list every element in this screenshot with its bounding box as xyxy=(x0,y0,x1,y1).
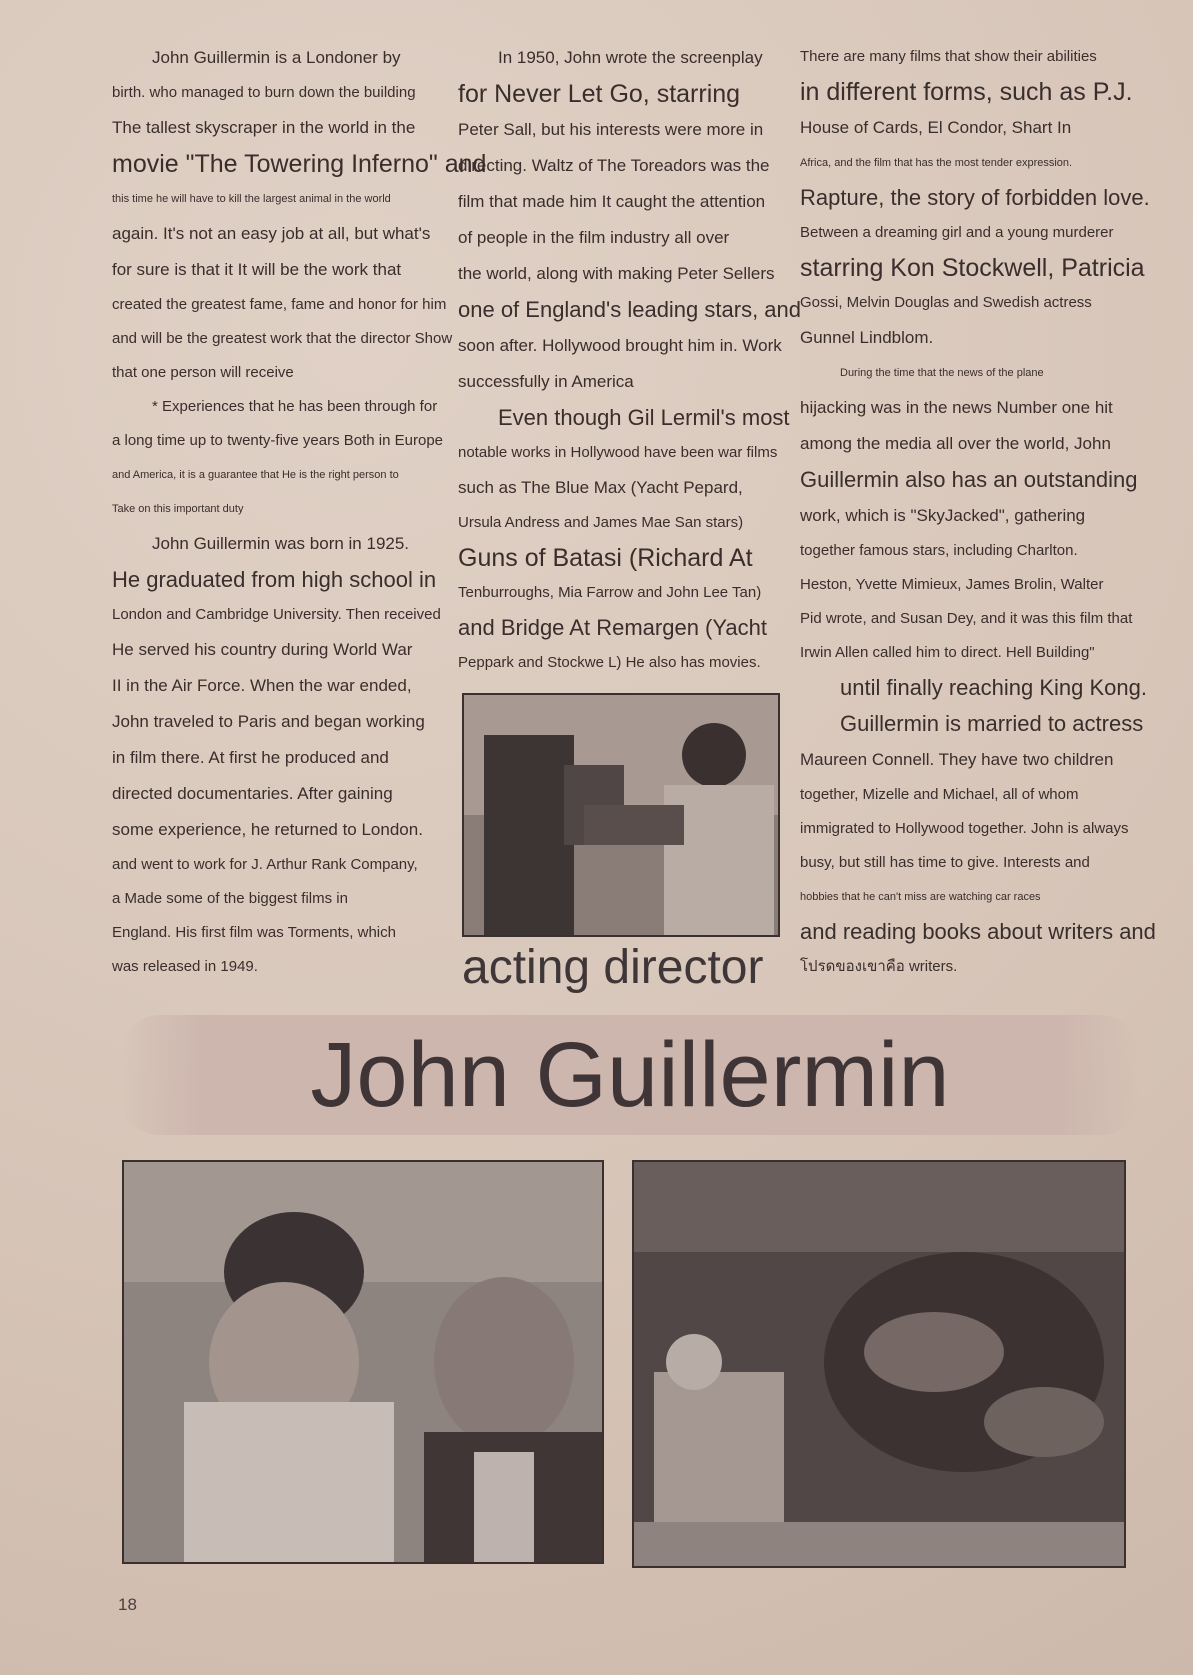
photo-caption: acting director xyxy=(462,941,764,994)
text-line: Africa, and the film that has the most tender expression. xyxy=(800,157,1073,169)
text-line: busy, but still has time to give. Interests and xyxy=(800,854,1090,871)
text-line: for sure is that it It will be the work that xyxy=(112,260,402,279)
text-line: He graduated from high school in xyxy=(112,567,437,592)
text-line: one of England's leading stars, and xyxy=(458,297,801,322)
text-line: Rapture, the story of forbidden love. xyxy=(800,185,1150,210)
text-line: notable works in Hollywood have been war films xyxy=(458,444,778,461)
text-line: successfully in America xyxy=(458,372,634,391)
text-line: movie "The Towering Inferno" and xyxy=(112,150,487,178)
text-line: Guns of Batasi (Richard At xyxy=(458,544,753,572)
text-line: and went to work for J. Arthur Rank Company, xyxy=(112,856,418,873)
text-line: in film there. At first he produced and xyxy=(112,748,389,767)
text-line: a long time up to twenty-five years Both in Europe xyxy=(112,432,444,449)
text-line: that one person will receive xyxy=(112,364,294,381)
text-line: and Bridge At Remargen (Yacht xyxy=(458,615,767,640)
text-line: Tenburroughs, Mia Farrow and John Lee Tan) xyxy=(458,584,762,601)
text-line: was released in 1949. xyxy=(112,958,258,975)
text-line: and reading books about writers and xyxy=(800,919,1156,944)
text-line: this time he will have to kill the largest animal in the world xyxy=(112,193,391,205)
text-line: for Never Let Go, starring xyxy=(458,80,741,108)
text-line: Ursula Andress and James Mae San stars) xyxy=(458,514,744,531)
text-line: Gunnel Lindblom. xyxy=(800,328,934,347)
text-line: House of Cards, El Condor, Shart In xyxy=(800,118,1072,137)
photo-director-camera xyxy=(462,693,780,937)
text-line: London and Cambridge University. Then received xyxy=(112,606,441,623)
text-line: immigrated to Hollywood together. John is always xyxy=(800,820,1129,837)
column-1 xyxy=(112,40,487,984)
text-line: John Guillermin was born in 1925. xyxy=(152,534,410,553)
page-number: 18 xyxy=(118,1595,137,1614)
text-line: * Experiences that he has been through for xyxy=(152,398,438,415)
text-line: John traveled to Paris and began working xyxy=(112,712,425,731)
text-line: directed documentaries. After gaining xyxy=(112,784,393,803)
text-line: until finally reaching King Kong. xyxy=(840,675,1147,700)
photo-kong-set xyxy=(632,1160,1126,1568)
text-line: Pid wrote, and Susan Dey, and it was this film that xyxy=(800,610,1133,627)
text-line: created the greatest fame, fame and honor for him xyxy=(112,296,447,313)
text-line: Guillermin also has an outstanding xyxy=(800,467,1138,492)
text-line: Irwin Allen called him to direct. Hell Building" xyxy=(800,644,1095,661)
text-line: In 1950, John wrote the screenplay xyxy=(498,48,763,67)
text-line: โปรดของเขาคือ writers. xyxy=(800,958,958,975)
text-line: directing. Waltz of The Toreadors was the xyxy=(458,156,770,175)
text-line: Take on this important duty xyxy=(112,503,244,515)
text-line: Even though Gil Lermil's most xyxy=(498,405,790,430)
text-line: together, Mizelle and Michael, all of whom xyxy=(800,786,1079,803)
text-line: a Made some of the biggest films in xyxy=(112,890,348,907)
headline-title: John Guillermin xyxy=(310,1024,950,1126)
text-line: Gossi, Melvin Douglas and Swedish actress xyxy=(800,294,1092,311)
photo-group xyxy=(122,1160,604,1564)
text-line: There are many films that show their abilities xyxy=(800,48,1097,65)
text-line: hobbies that he can't miss are watching car races xyxy=(800,891,1041,903)
text-line: and will be the greatest work that the director Show xyxy=(112,330,453,347)
text-line: of people in the film industry all over xyxy=(458,228,730,247)
text-line: Between a dreaming girl and a young murderer xyxy=(800,224,1114,241)
text-line: II in the Air Force. When the war ended, xyxy=(112,676,412,695)
text-line: again. It's not an easy job at all, but what's xyxy=(112,224,431,243)
text-line: John Guillermin is a Londoner by xyxy=(152,48,401,67)
text-line: together famous stars, including Charlton. xyxy=(800,542,1078,559)
text-line: work, which is "SkyJacked", gathering xyxy=(800,506,1086,525)
text-line: and America, it is a guarantee that He is the right person to xyxy=(112,469,399,481)
text-line: Peter Sall, but his interests were more in xyxy=(458,120,764,139)
text-line: the world, along with making Peter Sellers xyxy=(458,264,775,283)
text-line: During the time that the news of the plane xyxy=(840,367,1044,379)
text-line: starring Kon Stockwell, Patricia xyxy=(800,254,1145,282)
text-line: Heston, Yvette Mimieux, James Brolin, Walter xyxy=(800,576,1104,593)
text-line: film that made him It caught the attention xyxy=(458,192,766,211)
text-line: hijacking was in the news Number one hit xyxy=(800,398,1113,417)
headline-banner xyxy=(120,1015,1140,1135)
text-line: such as The Blue Max (Yacht Pepard, xyxy=(458,478,743,497)
column-2 xyxy=(458,40,801,680)
text-line: Guillermin is married to actress xyxy=(840,711,1144,736)
text-line: The tallest skyscraper in the world in the xyxy=(112,118,416,137)
text-line: soon after. Hollywood brought him in. Work xyxy=(458,336,782,355)
text-line: England. His first film was Torments, which xyxy=(112,924,396,941)
text-line: Peppark and Stockwe L) He also has movies. xyxy=(458,654,761,671)
text-line: in different forms, such as P.J. xyxy=(800,78,1133,106)
text-line: among the media all over the world, John xyxy=(800,434,1111,453)
text-line: some experience, he returned to London. xyxy=(112,820,423,839)
column-3 xyxy=(800,40,1156,984)
text-line: He served his country during World War xyxy=(112,640,413,659)
text-line: birth. who managed to burn down the building xyxy=(112,84,416,101)
text-line: Maureen Connell. They have two children xyxy=(800,750,1114,769)
